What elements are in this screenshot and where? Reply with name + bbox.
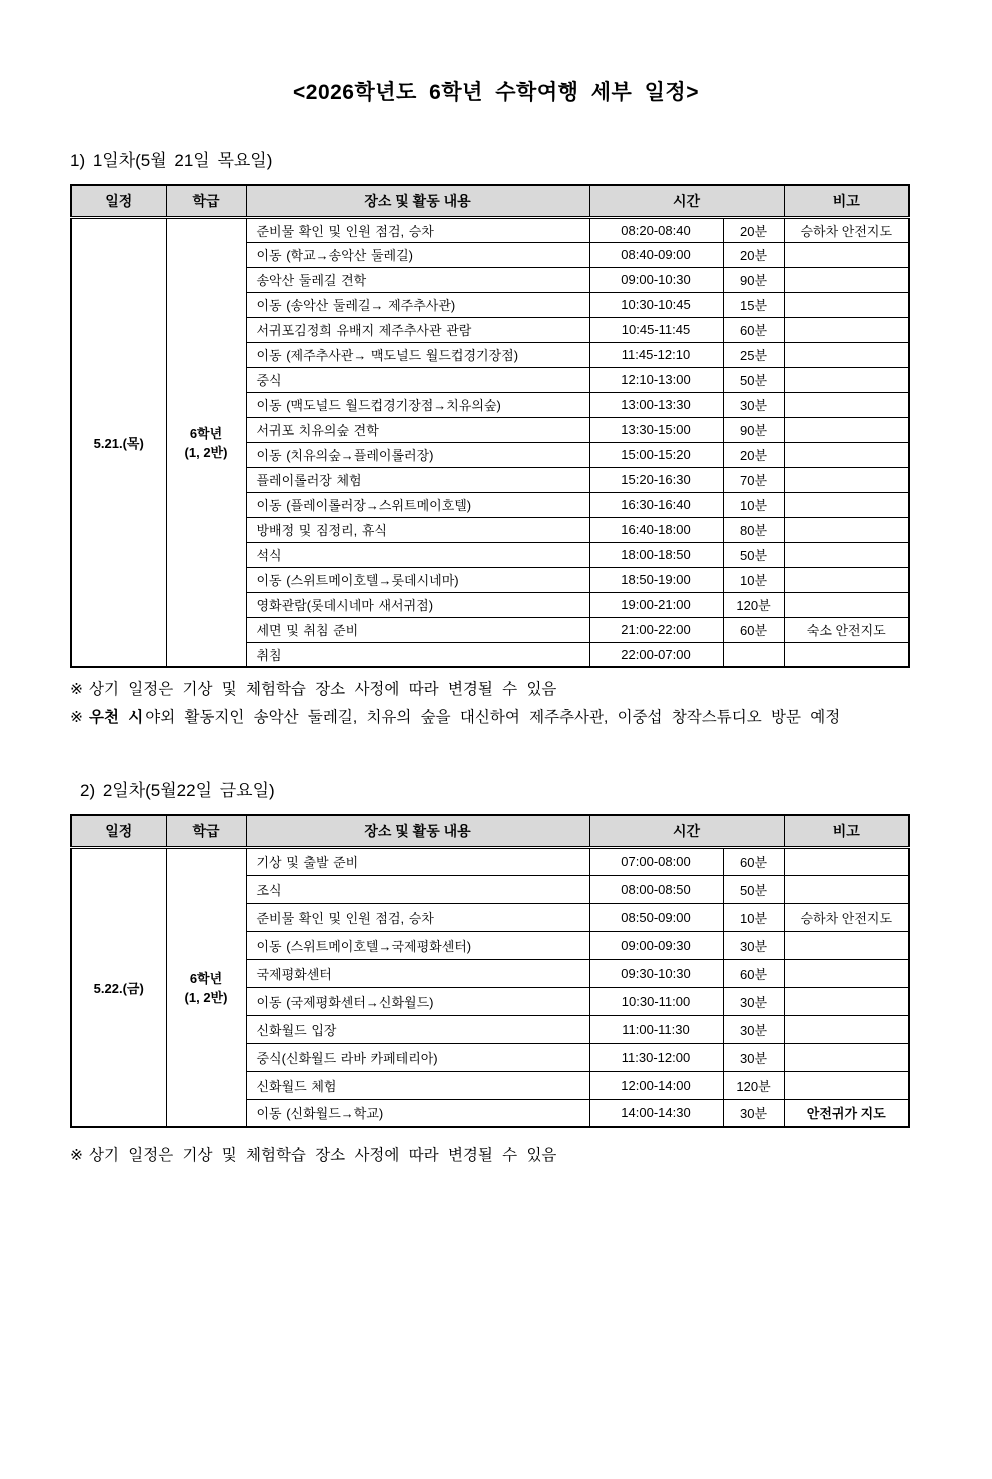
note-cell [784,417,909,442]
note-text: 야외 활동지인 송악산 둘레길, 치유의 숲을 대신하여 제주추사관, 이중섭 창작스튜디오 방문 예정 [145,709,841,726]
schedule-table [70,184,910,668]
time-cell: 14:00-14:30 [589,1099,723,1127]
note-line [70,704,908,732]
date-cell: 5.21.(목) [71,217,166,667]
time-cell: 19:00-21:00 [589,592,723,617]
time-cell: 15:20-16:30 [589,467,723,492]
duration-cell: 50분 [723,875,784,903]
note-cell [784,292,909,317]
time-cell: 12:10-13:00 [589,367,723,392]
class-line: 6학년 [189,971,223,987]
duration-cell: 120분 [723,592,784,617]
note-cell [784,959,909,987]
note-cell [784,987,909,1015]
time-cell: 09:30-10:30 [589,959,723,987]
time-cell: 09:00-09:30 [589,931,723,959]
note-cell [784,367,909,392]
note-marker: ※ [70,681,83,698]
note-cell [784,392,909,417]
note-bold-text: 우천 시 [89,709,144,726]
duration-cell: 70분 [723,467,784,492]
time-cell: 07:00-08:00 [589,847,723,875]
time-cell: 11:30-12:00 [589,1043,723,1071]
activity-cell: 취침 [246,642,589,667]
activity-cell: 이동 (신화월드→학교) [246,1099,589,1127]
duration-cell: 90분 [723,417,784,442]
duration-cell: 30분 [723,1099,784,1127]
activity-cell: 이동 (치유의숲→플레이롤러장) [246,442,589,467]
duration-cell: 60분 [723,847,784,875]
class-cell [166,847,246,1127]
note-cell [784,542,909,567]
duration-cell: 20분 [723,442,784,467]
table-row [71,847,909,875]
activity-cell: 중식 [246,367,589,392]
time-cell: 21:00-22:00 [589,617,723,642]
class-line: (1, 2반) [184,990,228,1006]
duration-cell: 60분 [723,617,784,642]
duration-cell: 50분 [723,367,784,392]
schedule-table-day1 [70,184,908,668]
activity-cell: 조식 [246,875,589,903]
activity-cell: 이동 (스위트메이호텔→롯데시네마) [246,567,589,592]
note-cell [784,931,909,959]
activity-cell: 이동 (제주추사관→ 맥도널드 월드컵경기장점) [246,342,589,367]
activity-cell: 기상 및 출발 준비 [246,847,589,875]
activity-cell: 이동 (학교→송악산 둘레길) [246,242,589,267]
time-cell: 11:00-11:30 [589,1015,723,1043]
time-cell: 10:45-11:45 [589,317,723,342]
duration-cell: 30분 [723,1043,784,1071]
date-cell: 5.22.(금) [71,847,166,1127]
duration-cell: 30분 [723,987,784,1015]
time-cell: 16:40-18:00 [589,517,723,542]
header-time: 시간 [589,185,784,217]
activity-cell: 서귀포김정희 유배지 제주추사관 관람 [246,317,589,342]
activity-cell: 이동 (송악산 둘레길→ 제주추사관) [246,292,589,317]
note-cell [784,1071,909,1099]
note-cell [784,592,909,617]
activity-cell: 영화관람(롯데시네마 새서귀점) [246,592,589,617]
duration-cell: 60분 [723,317,784,342]
note-cell [784,567,909,592]
schedule-table [70,814,910,1128]
header-note: 비고 [784,185,909,217]
time-cell: 10:30-11:00 [589,987,723,1015]
duration-cell: 10분 [723,903,784,931]
header-row [71,185,909,217]
activity-cell: 이동 (플레이롤러장→스위트메이호텔) [246,492,589,517]
header-note: 비고 [784,815,909,847]
duration-cell: 30분 [723,392,784,417]
activity-cell: 준비물 확인 및 인원 점검, 승차 [246,903,589,931]
activity-cell: 신화월드 체험 [246,1071,589,1099]
time-cell: 08:00-08:50 [589,875,723,903]
activity-cell: 플레이롤러장 체험 [246,467,589,492]
time-cell: 18:50-19:00 [589,567,723,592]
time-cell: 08:40-09:00 [589,242,723,267]
note-cell: 승하차 안전지도 [784,217,909,242]
duration-cell: 10분 [723,492,784,517]
activity-cell: 이동 (국제평화센터→신화월드) [246,987,589,1015]
note-cell [784,317,909,342]
time-cell: 11:45-12:10 [589,342,723,367]
note-cell [784,875,909,903]
duration-cell: 90분 [723,267,784,292]
note-cell [784,1015,909,1043]
time-cell: 18:00-18:50 [589,542,723,567]
section-heading-day2: 2) 2일차(5월22일 금요일) [80,781,275,800]
duration-cell: 20분 [723,217,784,242]
header-row [71,815,909,847]
duration-cell: 30분 [723,1015,784,1043]
activity-cell: 서귀포 치유의숲 견학 [246,417,589,442]
duration-cell: 20분 [723,242,784,267]
time-cell: 13:30-15:00 [589,417,723,442]
activity-cell: 석식 [246,542,589,567]
note-cell [784,517,909,542]
note-cell [784,642,909,667]
header-activity: 장소 및 활동 내용 [246,815,589,847]
class-line: (1, 2반) [184,445,228,461]
activity-cell: 세면 및 취침 준비 [246,617,589,642]
time-cell: 22:00-07:00 [589,642,723,667]
duration-cell: 50분 [723,542,784,567]
page-title: <2026학년도 6학년 수학여행 세부 일정> [293,81,699,104]
activity-cell: 방배정 및 짐정리, 휴식 [246,517,589,542]
schedule-table-day2 [70,814,908,1128]
time-cell: 09:00-10:30 [589,267,723,292]
header-class: 학급 [166,185,246,217]
activity-cell: 송악산 둘레길 견학 [246,267,589,292]
notes-day2 [70,1142,908,1170]
duration-cell: 80분 [723,517,784,542]
header-time: 시간 [589,815,784,847]
header-date: 일정 [71,185,166,217]
duration-cell: 120분 [723,1071,784,1099]
duration-cell: 15분 [723,292,784,317]
duration-cell: 10분 [723,567,784,592]
note-cell: 숙소 안전지도 [784,617,909,642]
activity-cell: 중식(신화월드 라바 카페테리아) [246,1043,589,1071]
activity-cell: 준비물 확인 및 인원 점검, 승차 [246,217,589,242]
note-marker: ※ [70,1147,83,1164]
time-cell: 12:00-14:00 [589,1071,723,1099]
table-row [71,217,909,242]
header-class: 학급 [166,815,246,847]
note-cell: 승하차 안전지도 [784,903,909,931]
note-cell [784,1043,909,1071]
activity-cell: 국제평화센터 [246,959,589,987]
notes-day1 [70,676,908,732]
document-body [70,146,908,1170]
section-heading-day1: 1) 1일차(5월 21일 목요일) [70,151,273,170]
time-cell: 13:00-13:30 [589,392,723,417]
note-cell [784,242,909,267]
time-cell: 10:30-10:45 [589,292,723,317]
time-cell: 08:50-09:00 [589,903,723,931]
note-cell [784,492,909,517]
class-cell [166,217,246,667]
time-cell: 15:00-15:20 [589,442,723,467]
note-cell: 안전귀가 지도 [784,1099,909,1127]
time-cell: 16:30-16:40 [589,492,723,517]
note-text: 상기 일정은 기상 및 체험학습 장소 사정에 따라 변경될 수 있음 [89,1147,557,1164]
note-line [70,1142,908,1170]
note-cell [784,847,909,875]
note-cell [784,342,909,367]
activity-cell: 신화월드 입장 [246,1015,589,1043]
note-marker: ※ [70,709,83,726]
note-text: 상기 일정은 기상 및 체험학습 장소 사정에 따라 변경될 수 있음 [89,681,557,698]
duration-cell [723,642,784,667]
duration-cell: 30분 [723,931,784,959]
note-cell [784,442,909,467]
note-line [70,676,908,704]
duration-cell: 25분 [723,342,784,367]
note-cell [784,267,909,292]
note-cell [784,467,909,492]
header-date: 일정 [71,815,166,847]
duration-cell: 60분 [723,959,784,987]
header-activity: 장소 및 활동 내용 [246,185,589,217]
time-cell: 08:20-08:40 [589,217,723,242]
activity-cell: 이동 (맥도널드 월드컵경기장점→치유의숲) [246,392,589,417]
activity-cell: 이동 (스위트메이호텔→국제평화센터) [246,931,589,959]
class-line: 6학년 [189,426,223,442]
